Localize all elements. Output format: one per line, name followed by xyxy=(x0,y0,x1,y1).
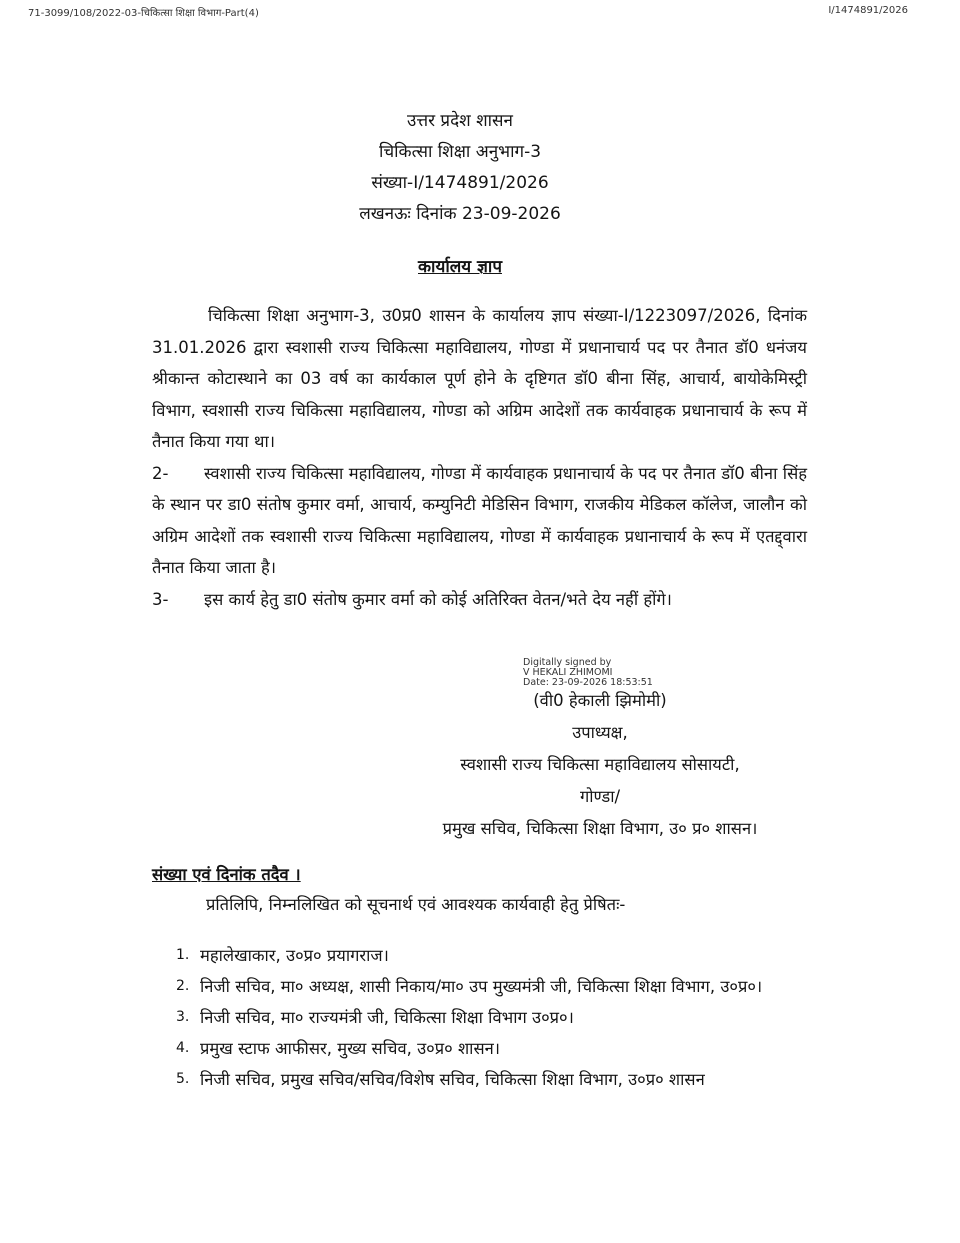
list-item xyxy=(176,971,808,1002)
signature-block xyxy=(380,657,820,845)
order-number: संख्या-I/1474891/2026 xyxy=(371,173,549,193)
list-item-number: 1. xyxy=(176,947,190,963)
paragraph-3 xyxy=(152,584,807,616)
memo-title: कार्यालय ज्ञाप xyxy=(418,257,502,277)
paragraph-2-number: 2- xyxy=(152,463,169,483)
signatory-place: गोण्डा/ xyxy=(579,787,621,806)
signatory-organization: स्वशासी राज्य चिकित्सा महाविद्यालय सोसायटी, xyxy=(460,755,740,774)
reference-line: संख्या एवं दिनांक तदैव । xyxy=(152,865,301,884)
list-item-number: 4. xyxy=(176,1040,190,1056)
paragraph-1: चिकित्सा शिक्षा अनुभाग-3, उ0प्र0 शासन के कार्यालय ज्ञाप संख्या-I/1223097/2026, दिनांक 31.01.2026 द्वारा स्वशासी राज्य चिकित्सा महाविद्यालय, गोण्डा में प्रधानाचार्य पद पर तैनात डॉ0 धनंजय श्रीकान्त कोटास्थाने का 03 वर्ष का कार्यकाल पूर्ण होने के दृष्टिगत डॉ0 बीना सिंह, आचार्य, बायोकेमिस्ट्री विभाग, स्वशासी राज्य चिकित्सा महाविद्यालय, गोण्डा को अग्रिम आदेशों तक कार्यवाहक प्रधानाचार्य के रूप में तैनात किया गया था। xyxy=(152,306,807,451)
list-item xyxy=(176,940,808,971)
document-number: I/1474891/2026 xyxy=(828,5,908,16)
digital-signature-line3: Date: 23-09-2026 18:53:51 xyxy=(523,677,653,688)
list-item xyxy=(176,1033,808,1064)
paragraph-3-number: 3- xyxy=(152,589,169,609)
digital-signature-line1: Digitally signed by xyxy=(523,657,612,668)
list-item-text: निजी सचिव, प्रमुख सचिव/सचिव/विशेष सचिव, चिकित्सा शिक्षा विभाग, उ०प्र० शासन xyxy=(200,1070,705,1089)
list-item xyxy=(176,1002,808,1033)
file-reference: 71-3099/108/2022-03-चिकित्सा शिक्षा विभाग-Part(4) xyxy=(28,8,259,19)
list-item-number: 5. xyxy=(176,1071,190,1087)
list-item-number: 3. xyxy=(176,1009,190,1025)
paragraph-2 xyxy=(152,458,807,584)
letterhead xyxy=(0,106,960,230)
signatory-designation: उपाध्यक्ष, xyxy=(572,723,628,742)
copy-list xyxy=(176,940,808,1095)
section-name: चिकित्सा शिक्षा अनुभाग-3 xyxy=(378,142,542,162)
list-item-number: 2. xyxy=(176,978,190,994)
list-item-text: निजी सचिव, मा० राज्यमंत्री जी, चिकित्सा शिक्षा विभाग उ०प्र०। xyxy=(200,1008,574,1027)
list-item-text: प्रमुख स्टाफ आफीसर, मुख्य सचिव, उ०प्र० शासन। xyxy=(200,1039,501,1058)
paragraph-2-text: स्वशासी राज्य चिकित्सा महाविद्यालय, गोण्डा में कार्यवाहक प्रधानाचार्य के पद पर तैनात डॉ0 बीना सिंह के स्थान पर डा0 संतोष कुमार वर्मा, आचार्य, कम्युनिटी मेडिसिन विभाग, राजकीय मेडिकल कॉलेज, जालौन को अग्रिम आदेशों तक स्वशासी राज्य चिकित्सा महाविद्यालय, गोण्डा में कार्यवाहक प्रधानाचार्य के रूप में एतद्द्वारा तैनात किया जाता है। xyxy=(152,463,808,577)
signatory-role: प्रमुख सचिव, चिकित्सा शिक्षा विभाग, उ० प्र० शासन। xyxy=(442,819,758,838)
digital-signature-line2: V HEKALI ZHIMOMI xyxy=(523,667,613,678)
document-header-strip xyxy=(28,5,908,19)
copy-intro: प्रतिलिपि, निम्नलिखित को सूचनार्थ एवं आवश्यक कार्यवाही हेतु प्रेषितः- xyxy=(206,895,626,914)
memo-body xyxy=(152,300,807,615)
signatory-name: (वी0 हेकाली झिमोमी) xyxy=(533,691,667,710)
place-date: लखनऊः दिनांक 23-09-2026 xyxy=(359,204,561,224)
list-item xyxy=(176,1064,808,1095)
list-item-text: निजी सचिव, मा० अध्यक्ष, शासी निकाय/मा० उप मुख्यमंत्री जी, चिकित्सा शिक्षा विभाग, उ०प्र०। xyxy=(200,977,763,996)
memo-title-wrap xyxy=(0,254,960,277)
list-item-text: महालेखाकार, उ०प्र० प्रयागराज। xyxy=(200,946,389,965)
paragraph-3-text: इस कार्य हेतु डा0 संतोष कुमार वर्मा को कोई अतिरिक्त वेतन/भते देय नहीं होंगे। xyxy=(204,589,672,609)
government-name: उत्तर प्रदेश शासन xyxy=(407,111,513,131)
